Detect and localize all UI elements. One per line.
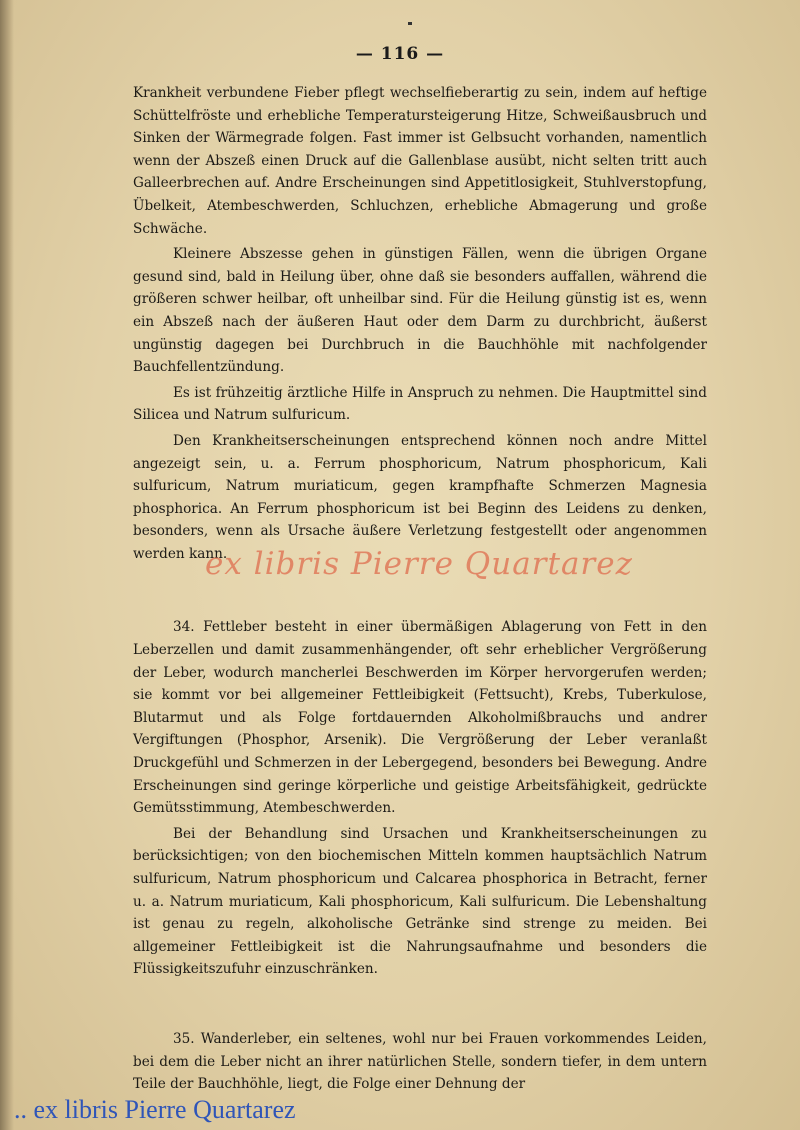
page-number: — 116 — [355,44,445,64]
paragraph-treatment: Bei der Behandlung sind Ursachen und Krankheitserscheinungen zu berücksichtigen; von den biochemischen Mitteln kommen hauptsächlich Natrum sulfuricum, Natrum phosphoricum und Calcarea phosphorica in Betracht, ferner u. a. Natrum muriaticum, Kali phosphoricum, Kali sulfuricum. Die Lebenshaltung ist genau zu regeln, alkoholische Getränke sind strenge zu meiden. Bei allgemeiner Fettleibigkeit ist die Nahrungsaufnahme und besonders die Flüssigkeitszufuhr einzuschränken. [133,825,707,978]
paragraph-other-remedies: Den Krankheitserscheinungen entsprechend können noch andre Mittel angezeigt sein, u. a. Ferrum phosphoricum, Natrum phosphoricum, Kali sulfuricum, Natrum muriaticum, gegen krampfhafte Schmerzen Magnesia phosphorica. An Ferrum phosphoricum ist bei Beginn des Leidens zu denken, besonders, wenn als Ursache äußere Verletzung festgestellt oder angenommen werden kann. [133,432,707,562]
paragraph-continuation: Krankheit verbundene Fieber pflegt wechselfieberartig zu sein, indem auf heftige Schüttelfröste und erhebliche Temperatursteigerung Hitze, Schweißausbruch und Sinken der Wärmegrade folgen. Fast immer ist Gelbsucht vorhanden, namentlich wenn der Abszeß einen Druck auf die Gallenblase ausübt, nicht selten tritt auch Galleerbrechen auf. Andre Erscheinungen sind Appetitlosigkeit, Stuhlverstopfung, Übelkeit, Atembeschwerden, Schluchzen, erhebliche Abmagerung und große Schwäche. [133,85,707,237]
section-34-fettleber: 34. Fettleber besteht in einer übermäßigen Ablagerung von Fett in den Leberzellen und damit zusammenhängender, oft sehr erheblicher Vergrößerung der Leber, wodurch mancherlei Beschwerden im Körper hervorgerufen werden; sie kommt vor bei allgemeiner Fettleibigkeit (Fettsucht), Krebs, Tuberkulose, Blutarmut und als Folge fortdauernden Alkoholmißbrauchs und andrer Vergiftungen (Phosphor, Arsenik). Die Vergrößerung der Leber veranlaßt Druckgefühl und Schmerzen in der Lebergegend, besonders bei Bewegung. Andre Erscheinungen sind geringe körperliche und geistige Arbeitsfähigkeit, gedrückte Gemütsstimmung, Atembeschwerden. [133,619,707,817]
paragraph-small-abscesses: Kleinere Abszesse gehen in günstigen Fällen, wenn die übrigen Organe gesund sind, bald in Heilung über, ohne daß sie besonders auffallen, während die größeren schwer heilbar, oft unheilbar sind. Für die Heilung günstig ist es, wenn ein Abszeß nach der äußeren Haut oder dem Darm zu durchbricht, äußerst ungünstig dagegen bei Durchbruch in die Bauchhöhle mit nachfolgender Bauchfellentzündung. [133,246,707,376]
ex-libris-stamp: ex libris Pierre Quartarez [205,546,633,582]
ex-libris-footer: .. ex libris Pierre Quartarez [14,1095,296,1124]
spacer [133,984,707,1028]
body-text [133,82,707,1099]
binding-edge [0,0,14,1130]
printer-mark [408,22,412,25]
section-35-wanderleber: 35. Wanderleber, ein seltenes, wohl nur bei Frauen vorkommendes Leiden, bei dem die Leber nicht an ihrer natürlichen Stelle, sondern tiefer, in dem untern Teile der Bauchhöhle, liegt, die Folge einer Dehnung der [133,1030,707,1093]
paragraph-remedies: Es ist frühzeitig ärztliche Hilfe in Anspruch zu nehmen. Die Hauptmittel sind Silicea und Natrum sulfuricum. [133,384,707,424]
